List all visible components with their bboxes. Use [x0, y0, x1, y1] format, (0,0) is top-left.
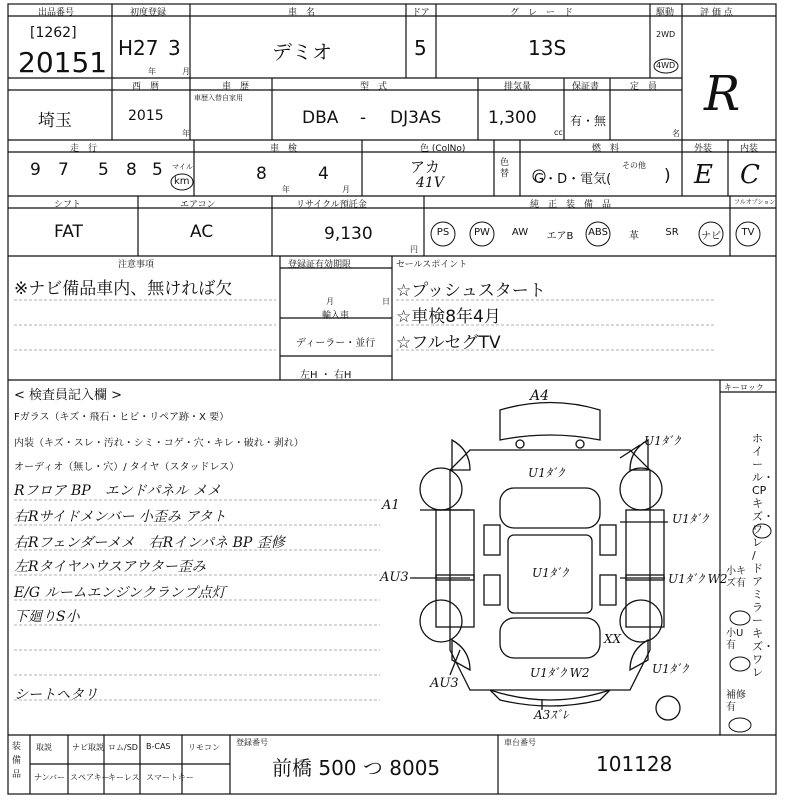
- damage-mark-5: U1ﾀﾞｸ W2: [668, 572, 728, 586]
- km-unit: km: [174, 176, 190, 187]
- color-change: 色替: [500, 158, 510, 179]
- grade-label: グ レ ー ド: [510, 8, 574, 18]
- equip-label-2: ナビ取説: [72, 743, 104, 752]
- shaken-month-unit: 月: [342, 185, 350, 194]
- region: 埼玉: [38, 111, 72, 131]
- mileage-digit-4: 8: [126, 160, 137, 180]
- hand-note-5: E/G ルームエンジンクランプ点灯: [14, 585, 226, 601]
- equip-item-1: PS: [436, 227, 450, 238]
- equip-item-6: 革: [629, 231, 639, 242]
- western-year-unit: 年: [182, 129, 190, 138]
- footer-side-label: 装備品: [12, 742, 22, 780]
- drive-4wd: 4WD: [656, 61, 676, 70]
- sales-point-1: ☆プッシュスタート: [396, 281, 546, 301]
- first-reg-month: 3: [168, 36, 181, 60]
- equip-item-9: TV: [741, 227, 755, 238]
- history-note: 車歴入替自家用: [194, 94, 243, 102]
- equip-item-2: PW: [474, 227, 490, 238]
- lot-number: 20151: [18, 46, 108, 79]
- equip-item-4: エアB: [546, 231, 574, 242]
- damage-mark-a3: A3ｽﾞﾚ: [534, 708, 569, 722]
- shaken-month: 4: [318, 164, 329, 184]
- chassis-no: 101128: [596, 752, 673, 776]
- shaken-label: 車 検: [270, 144, 298, 154]
- equip-label: 純 正 装 備 品: [530, 200, 612, 210]
- hist-label: 登録証有効期限: [288, 260, 352, 270]
- side-text: ホイール・CP キズ・ワレ / ドアミラー キズ・ワレ: [752, 432, 774, 679]
- displacement: 1,300: [488, 108, 537, 128]
- displacement-label: 排気量: [504, 82, 532, 92]
- equip-label-5: リモコン: [188, 743, 220, 752]
- exterior: E: [694, 160, 713, 190]
- equip-label-8: キーレス: [108, 773, 140, 782]
- interior-label: 内装: [740, 144, 759, 154]
- recycle-label: リサイクル預託金: [296, 200, 367, 210]
- hand-note-6: 下廻りS小: [14, 609, 80, 625]
- damage-mark-a4: A4: [530, 388, 550, 404]
- model-label: 型 式: [360, 82, 388, 92]
- first-reg-era: H27: [118, 36, 159, 60]
- damage-mark-au3-b: AU3: [430, 676, 459, 691]
- drive-2wd: 2WD: [656, 30, 676, 39]
- equip-item-7: SR: [665, 227, 679, 238]
- side-mark-3: 補修有: [726, 690, 746, 713]
- chassis-label: 車台番号: [504, 738, 536, 747]
- inspector-label: < 検査員記入欄 >: [14, 388, 123, 403]
- yen-unit: 円: [410, 245, 418, 254]
- model-sep: -: [360, 108, 367, 128]
- year-unit: 年: [148, 67, 156, 76]
- damage-mark-au3-a: AU3: [380, 570, 409, 585]
- import-label: 輸入車: [322, 311, 350, 321]
- equip-label-1: 取説: [36, 743, 52, 752]
- color-label: 色 (ColNo): [420, 144, 466, 154]
- shift-label: シフト: [54, 200, 82, 210]
- history-label: 車 歴: [222, 82, 250, 92]
- mileage-digit-5: 5: [152, 160, 163, 180]
- hand-note-2: 右Rサイドメンバー 小歪み アタト: [14, 509, 227, 525]
- steering: 左H ・ 右H: [300, 370, 352, 381]
- damage-mark-x: XX: [604, 632, 622, 646]
- damage-mark-a1: A1: [382, 498, 400, 513]
- drive-label: 駆動: [656, 8, 675, 18]
- shift: FAT: [54, 222, 83, 242]
- damage-mark-2: U1ﾀﾞｸ: [528, 466, 564, 480]
- capacity-unit: 名: [672, 129, 680, 138]
- recycle: 9,130: [324, 224, 373, 244]
- hand-note-1: Rフロア BP エンドパネル メメ: [14, 483, 221, 499]
- lot-no-label: 出品番号: [38, 8, 75, 18]
- lot-prefix: [1262]: [30, 25, 77, 41]
- side-mark-2: 小U有: [726, 628, 744, 651]
- western-label: 西 暦: [132, 82, 160, 92]
- damage-mark-3: U1ﾀﾞｸ: [672, 512, 708, 526]
- ac-label: エアコン: [180, 200, 216, 210]
- capacity-label: 定 員: [630, 82, 658, 92]
- sales-label: セールスポイント: [396, 260, 468, 270]
- hand-note-4: 左Rタイヤハウスアウター歪み: [14, 559, 206, 575]
- car-name: デミオ: [272, 40, 332, 64]
- damage-mark-4: U1ﾀﾞｸ: [532, 566, 568, 580]
- warranty-label: 保証書: [572, 82, 600, 92]
- inspector-line-1: Fガラス（キズ・飛石・ヒビ・リペア跡・X 要）: [14, 412, 230, 423]
- damage-mark-6: U1ﾀﾞｸ: [652, 662, 688, 676]
- score-label: 評 価 点: [700, 8, 733, 18]
- fuel: G・D・電気(: [534, 172, 612, 187]
- fuel-label: 燃 料: [592, 144, 620, 154]
- score: R: [704, 66, 741, 122]
- damage-mark-7: U1ﾀﾞｸ W2: [530, 666, 590, 680]
- shaken-year-unit: 年: [282, 185, 290, 194]
- sales-point-3: ☆フルセグTV: [396, 333, 501, 353]
- inspector-line-3: オーディオ（無し・穴）/ タイヤ（スタッドレス）: [14, 462, 240, 473]
- side-mark-1: 小キズ有: [726, 566, 746, 589]
- reg-no: 前橋 500 つ 8005: [272, 756, 441, 780]
- equip-label-6: ナンバー: [34, 773, 66, 782]
- caution-label: 注意事項: [118, 260, 155, 270]
- mileage-digit-1: 9: [30, 160, 41, 180]
- equip-label-9: スマートキー: [146, 773, 194, 782]
- fuel-close: ): [664, 166, 671, 186]
- ac: AC: [190, 222, 214, 242]
- door-label: ドア: [412, 8, 430, 18]
- car-name-label: 車 名: [288, 8, 316, 18]
- first-reg-label: 初度登録: [130, 8, 167, 18]
- equip-item-5: ABS: [588, 227, 608, 238]
- mile-unit: マイル: [172, 163, 193, 171]
- hand-note-3: 右Rフェンダーメメ 右Rインパネ BP 歪修: [14, 535, 285, 551]
- shaken-year: 8: [256, 164, 267, 184]
- equip-label-3: ロム/SD: [108, 743, 138, 752]
- sales-point-2: ☆車検8年4月: [396, 307, 501, 327]
- hand-note-7: シートヘタリ: [14, 687, 98, 703]
- reg-label: 登録番号: [236, 738, 268, 747]
- mileage-digit-2: 7: [58, 160, 69, 180]
- warranty: 有・無: [570, 114, 607, 128]
- model-code2: DJ3AS: [390, 108, 442, 128]
- color: アカ: [410, 158, 440, 176]
- model-code1: DBA: [302, 108, 339, 128]
- exterior-label: 外装: [694, 144, 713, 154]
- fuel-other: その他: [622, 161, 646, 170]
- grade: 13S: [528, 36, 567, 60]
- equip-item-8: ナビ: [701, 231, 721, 242]
- doors: 5: [414, 36, 427, 60]
- hist-day: 日: [382, 297, 390, 306]
- inspector-line-2: 内装（キズ・スレ・汚れ・シミ・コゲ・穴・キレ・破れ・剥れ）: [14, 438, 304, 449]
- equip-label-7: スペアキー: [70, 773, 110, 782]
- mileage-label: 走 行: [70, 144, 98, 154]
- import-value: ディーラー・並行: [296, 338, 376, 349]
- interior: C: [740, 160, 760, 190]
- color-no: 41V: [416, 175, 444, 191]
- caution-text: ※ナビ備品車内、無ければ欠: [14, 279, 233, 299]
- other-label: フルオプション: [734, 199, 776, 206]
- cc-unit: cc: [554, 128, 563, 137]
- mileage-digit-3: 5: [98, 160, 109, 180]
- western-year: 2015: [128, 108, 164, 124]
- hist-month: 月: [326, 297, 334, 306]
- key-lock-label: キーロック: [724, 383, 764, 392]
- equip-item-3: AW: [511, 227, 529, 238]
- damage-mark-1: U1ﾀﾞｸ: [644, 434, 680, 448]
- month-unit: 月: [182, 67, 190, 76]
- equip-label-4: B-CAS: [146, 742, 171, 751]
